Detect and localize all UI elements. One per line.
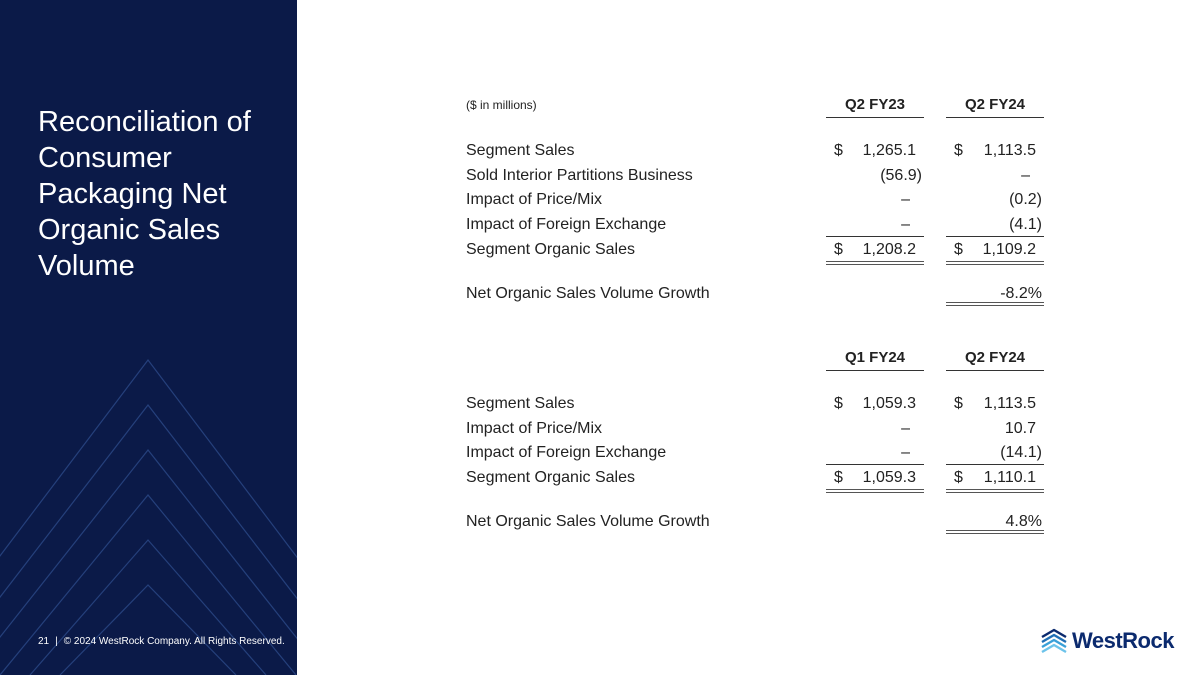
- growth-value: 4.8%: [1005, 513, 1042, 530]
- table2-col1-header: Q1 FY24: [844, 349, 906, 366]
- total-double-rule: [946, 302, 1044, 306]
- dollar-sign: $: [834, 142, 843, 159]
- value-cell: 10.7: [1004, 420, 1036, 437]
- value-cell: 1,265.1: [862, 142, 916, 159]
- page-title: Reconciliation of Consumer Packaging Net Organic Sales Volume: [38, 106, 251, 282]
- row-label: Impact of Price/Mix: [466, 191, 603, 208]
- value-cell: –: [901, 191, 910, 208]
- growth-value: -8.2%: [1000, 285, 1042, 302]
- dollar-sign: $: [834, 395, 843, 412]
- value-cell: 1,208.2: [862, 241, 916, 258]
- row-label: Sold Interior Partitions Business: [466, 167, 693, 184]
- value-cell: –: [901, 216, 910, 233]
- subtotal-rule: [946, 464, 1044, 465]
- header-underline: [946, 117, 1044, 118]
- growth-label: Net Organic Sales Volume Growth: [466, 513, 710, 530]
- header-underline: [826, 117, 924, 118]
- dollar-sign: $: [954, 241, 963, 258]
- dollar-sign: $: [954, 469, 963, 486]
- value-cell: –: [901, 444, 910, 461]
- row-label: Segment Organic Sales: [466, 241, 635, 258]
- value-cell: (4.1): [1009, 216, 1042, 233]
- subtotal-rule: [826, 236, 924, 237]
- subtotal-rule: [946, 236, 1044, 237]
- table1-col2-header: Q2 FY24: [964, 96, 1026, 113]
- page-number: 21: [38, 636, 50, 647]
- table1-col1-header: Q2 FY23: [844, 96, 906, 113]
- dollar-sign: $: [954, 395, 963, 412]
- value-cell: 1,109.2: [982, 241, 1036, 258]
- westrock-logo: [1040, 627, 1174, 655]
- dollar-sign: $: [954, 142, 963, 159]
- row-label: Segment Organic Sales: [466, 469, 635, 486]
- value-cell: (0.2): [1009, 191, 1042, 208]
- copyright-text: © 2024 WestRock Company. All Rights Reserved.: [63, 636, 285, 647]
- value-cell: 1,059.3: [862, 395, 916, 412]
- total-double-rule: [946, 530, 1044, 534]
- value-cell: (14.1): [1000, 444, 1042, 461]
- value-cell: –: [901, 420, 910, 437]
- total-double-rule: [946, 261, 1044, 265]
- value-cell: 1,110.1: [983, 469, 1036, 486]
- footer-separator: |: [55, 636, 58, 647]
- value-cell: (56.9): [880, 167, 922, 184]
- units-note: ($ in millions): [466, 98, 537, 112]
- dollar-sign: $: [834, 469, 843, 486]
- table2-col2-header: Q2 FY24: [964, 349, 1026, 366]
- header-underline: [826, 370, 924, 371]
- total-double-rule: [826, 489, 924, 493]
- total-double-rule: [946, 489, 1044, 493]
- row-label: Impact of Price/Mix: [466, 420, 603, 437]
- chevron-logo-icon: [1040, 627, 1068, 655]
- total-double-rule: [826, 261, 924, 265]
- dollar-sign: $: [834, 241, 843, 258]
- value-cell: –: [1021, 167, 1030, 184]
- growth-label: Net Organic Sales Volume Growth: [466, 285, 710, 302]
- logo-wordmark: WestRock: [1072, 628, 1174, 653]
- row-label: Segment Sales: [466, 395, 575, 412]
- value-cell: 1,113.5: [983, 142, 1036, 159]
- value-cell: 1,059.3: [862, 469, 916, 486]
- value-cell: 1,113.5: [983, 395, 1036, 412]
- header-underline: [946, 370, 1044, 371]
- row-label: Impact of Foreign Exchange: [466, 216, 667, 233]
- row-label: Segment Sales: [466, 142, 575, 159]
- subtotal-rule: [826, 464, 924, 465]
- row-label: Impact of Foreign Exchange: [466, 444, 667, 461]
